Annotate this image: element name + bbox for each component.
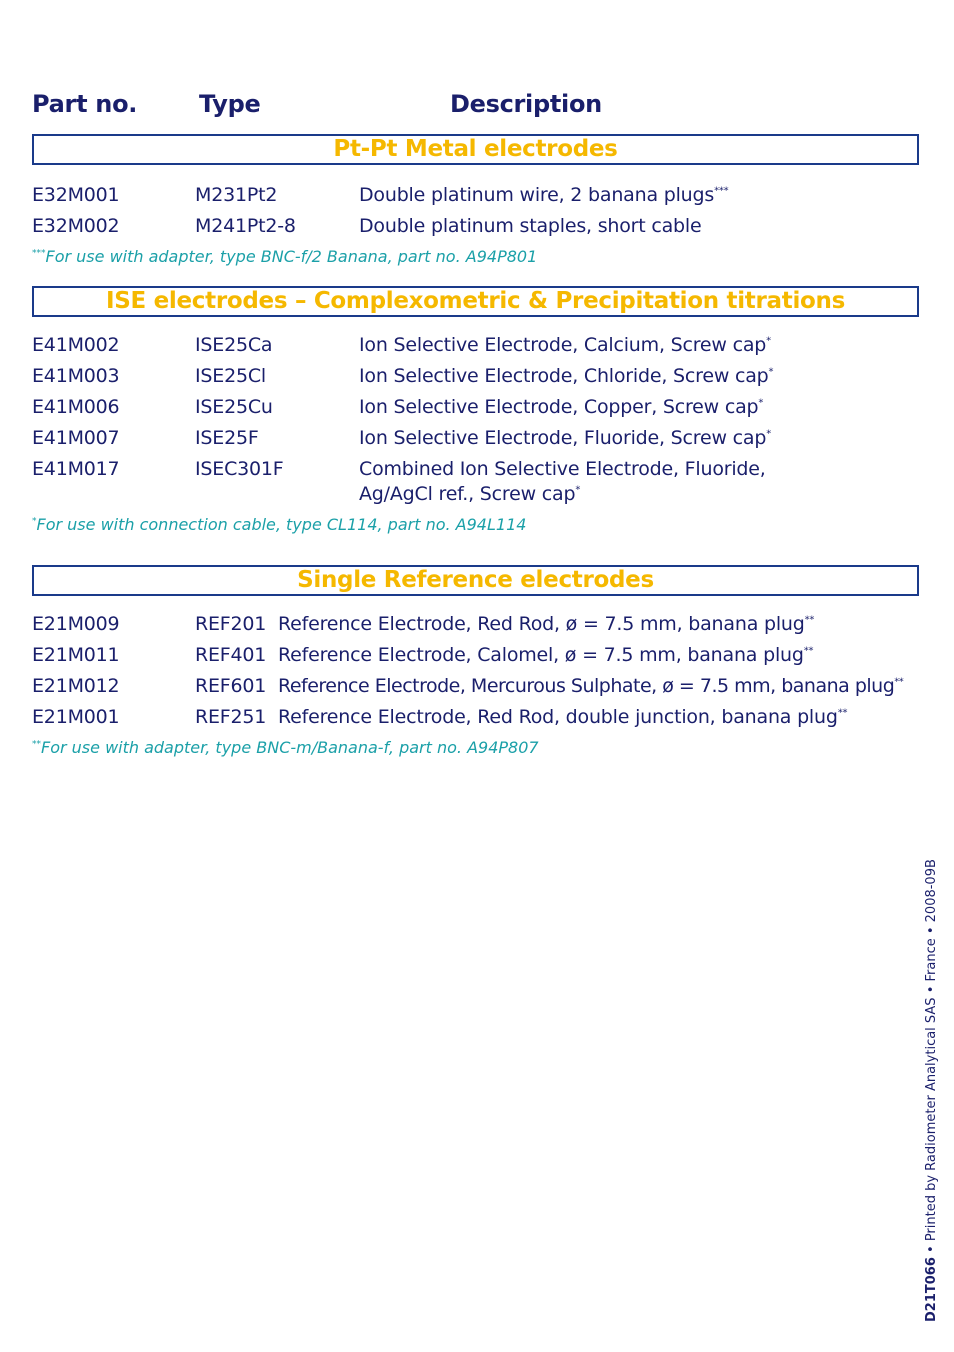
part-number: E21M012 xyxy=(32,675,120,697)
type-code: ISE25F xyxy=(195,427,259,449)
footnote-mark: * xyxy=(766,428,772,440)
description: Reference Electrode, Calomel, ø = 7.5 mm, banana plug** xyxy=(278,644,814,666)
footnote: **For use with adapter, type BNC-m/Banana-f, part no. A94P807 xyxy=(32,738,539,757)
description: Combined Ion Selective Electrode, Fluoride, xyxy=(359,458,766,480)
description: Reference Electrode, Red Rod, double junction, banana plug** xyxy=(278,706,848,728)
type-code: M231Pt2 xyxy=(195,184,278,206)
part-number: E41M006 xyxy=(32,396,120,418)
description: Ion Selective Electrode, Calcium, Screw cap* xyxy=(359,334,771,356)
footnote-mark: * xyxy=(758,397,764,409)
type-code: ISE25Cu xyxy=(195,396,273,418)
part-number: E41M017 xyxy=(32,458,120,480)
document-code: D21T066 xyxy=(924,1257,939,1322)
print-footer: D21T066 • Printed by Radiometer Analytical SAS • France • 2008-09B xyxy=(924,859,939,1322)
header-description: Description xyxy=(450,90,602,118)
footnote-mark: * xyxy=(575,484,581,496)
description: Reference Electrode, Mercurous Sulphate, ø = 7.5 mm, banana plug** xyxy=(278,675,904,697)
type-code: REF251 xyxy=(195,706,267,728)
part-number: E21M001 xyxy=(32,706,120,728)
type-code: ISEC301F xyxy=(195,458,284,480)
part-number: E41M002 xyxy=(32,334,120,356)
part-number: E41M007 xyxy=(32,427,120,449)
footnote-mark: * xyxy=(766,335,771,347)
footnote-mark: ** xyxy=(804,614,815,626)
description: Ion Selective Electrode, Fluoride, Screw cap* xyxy=(359,427,772,449)
part-number: E32M002 xyxy=(32,215,120,237)
footnote: ***For use with adapter, type BNC-f/2 Banana, part no. A94P801 xyxy=(32,247,538,266)
part-number: E41M003 xyxy=(32,365,120,387)
type-code: M241Pt2-8 xyxy=(195,215,296,237)
description: Ion Selective Electrode, Chloride, Screw cap* xyxy=(359,365,774,387)
type-code: ISE25Cl xyxy=(195,365,266,387)
footnote: *For use with connection cable, type CL114, part no. A94L114 xyxy=(32,515,527,534)
description: Ion Selective Electrode, Copper, Screw cap* xyxy=(359,396,764,418)
footnote-mark: ** xyxy=(894,676,904,688)
description: Ag/AgCl ref., Screw cap* xyxy=(359,483,581,505)
type-code: ISE25Ca xyxy=(195,334,273,356)
part-number: E32M001 xyxy=(32,184,120,206)
type-code: REF201 xyxy=(195,613,267,635)
description: Double platinum wire, 2 banana plugs*** xyxy=(359,184,729,206)
footnote-mark: ** xyxy=(803,645,814,657)
part-number: E21M009 xyxy=(32,613,120,635)
section-title-reference: Single Reference electrodes xyxy=(32,565,919,596)
header-type: Type xyxy=(199,90,261,118)
footnote-mark: *** xyxy=(714,185,729,197)
section-title-ise: ISE electrodes – Complexometric & Precipitation titrations xyxy=(32,286,919,317)
section-title-ptpt: Pt-Pt Metal electrodes xyxy=(32,134,919,165)
footnote-mark: * xyxy=(768,366,774,378)
footnote-mark: ** xyxy=(837,707,848,719)
description: Reference Electrode, Red Rod, ø = 7.5 mm, banana plug** xyxy=(278,613,815,635)
part-number: E21M011 xyxy=(32,644,120,666)
type-code: REF601 xyxy=(195,675,267,697)
header-part-no: Part no. xyxy=(32,90,138,118)
description: Double platinum staples, short cable xyxy=(359,215,702,237)
type-code: REF401 xyxy=(195,644,267,666)
